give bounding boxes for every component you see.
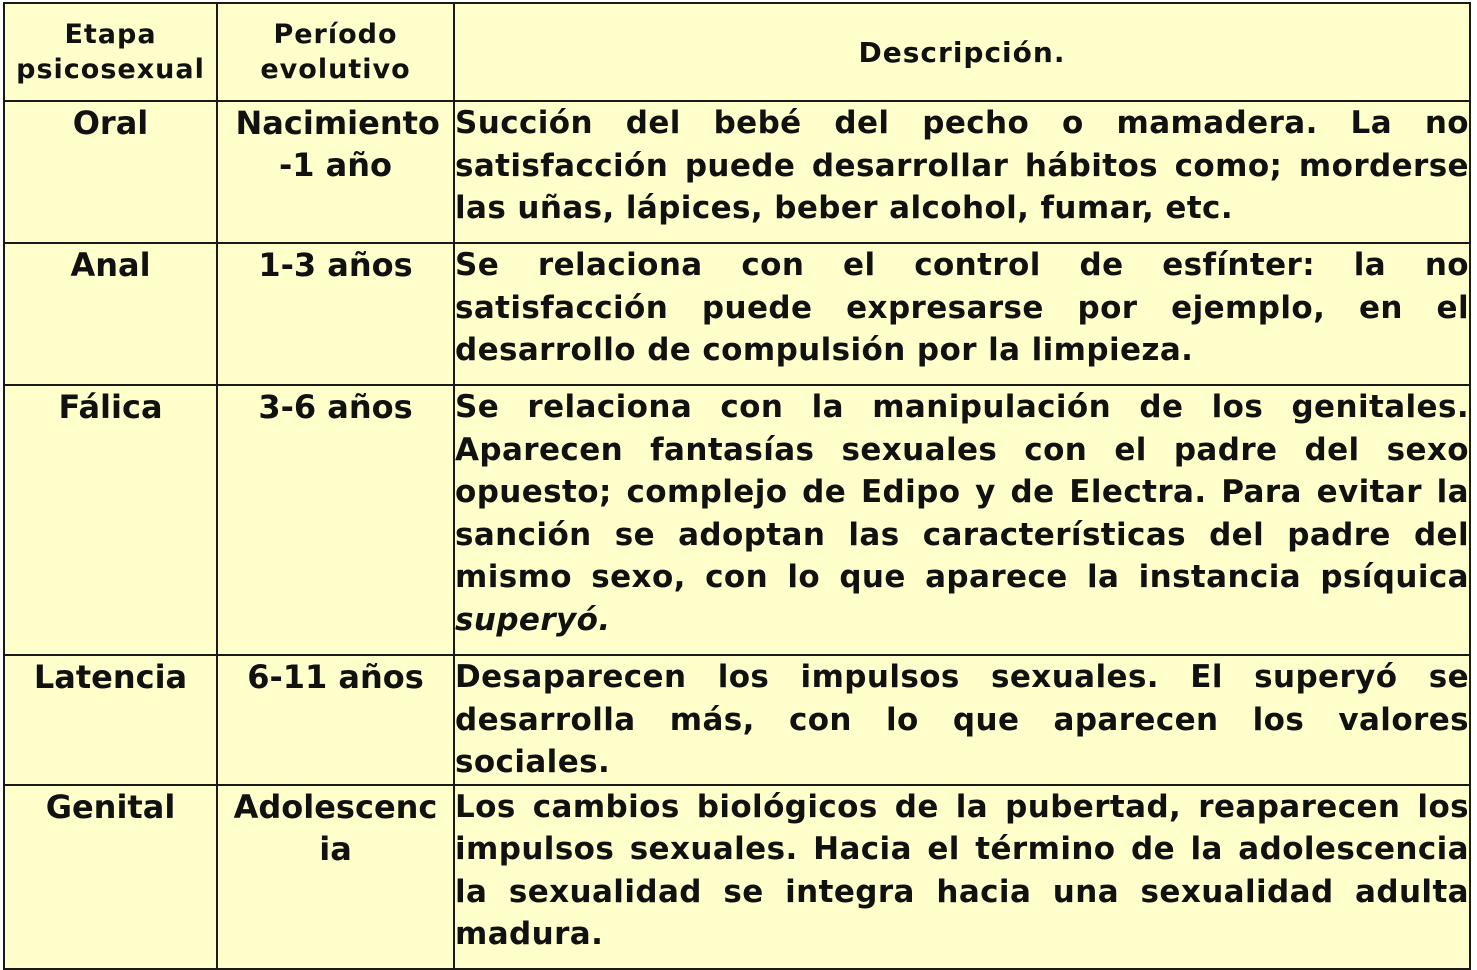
superyo-italic-term: superyó.: [455, 601, 611, 638]
table-row: [4, 385, 1470, 655]
header-description: Descripción.: [454, 3, 1470, 101]
description-anal: Se relaciona con el control de esfínter: la no satisfacción puede expresarse por ejemplo, en el desarrollo de compulsión por la limpieza.: [454, 243, 1470, 385]
period-falica: 3-6 años: [217, 385, 454, 655]
header-stage: Etapa psicosexual: [4, 3, 217, 101]
stage-genital: Genital: [4, 785, 217, 969]
table-row: [4, 655, 1470, 785]
table-row: [4, 101, 1470, 243]
period-latencia: 6-11 años: [217, 655, 454, 785]
table-row: [4, 243, 1470, 385]
stage-anal: Anal: [4, 243, 217, 385]
period-genital: Adolescencia: [217, 785, 454, 969]
psychosexual-stages-table: [3, 2, 1471, 970]
description-latencia: Desaparecen los impulsos sexuales. El superyó se desarrolla más, con lo que aparecen los valores sociales.: [454, 655, 1470, 785]
header-period: Período evolutivo: [217, 3, 454, 101]
period-oral: Nacimiento -1 año: [217, 101, 454, 243]
description-oral: Succión del bebé del pecho o mamadera. La no satisfacción puede desarrollar hábitos como; morderse las uñas, lápices, beber alcohol, fumar, etc.: [454, 101, 1470, 243]
stage-falica: Fálica: [4, 385, 217, 655]
period-anal: 1-3 años: [217, 243, 454, 385]
description-genital: Los cambios biológicos de la pubertad, reaparecen los impulsos sexuales. Hacia el término de la adolescencia la sexualidad se integra hacia una sexualidad adulta madura.: [454, 785, 1470, 969]
stage-latencia: Latencia: [4, 655, 217, 785]
table-header-row: [4, 3, 1470, 101]
description-falica: Se relaciona con la manipulación de los genitales. Aparecen fantasías sexuales con el padre del sexo opuesto; complejo de Edipo y de Electra. Para evitar la sanción se adoptan las características del padre del mismo sexo, con lo que aparece la instancia psíquica superyó.: [454, 385, 1470, 655]
stage-oral: Oral: [4, 101, 217, 243]
table-row: [4, 785, 1470, 969]
